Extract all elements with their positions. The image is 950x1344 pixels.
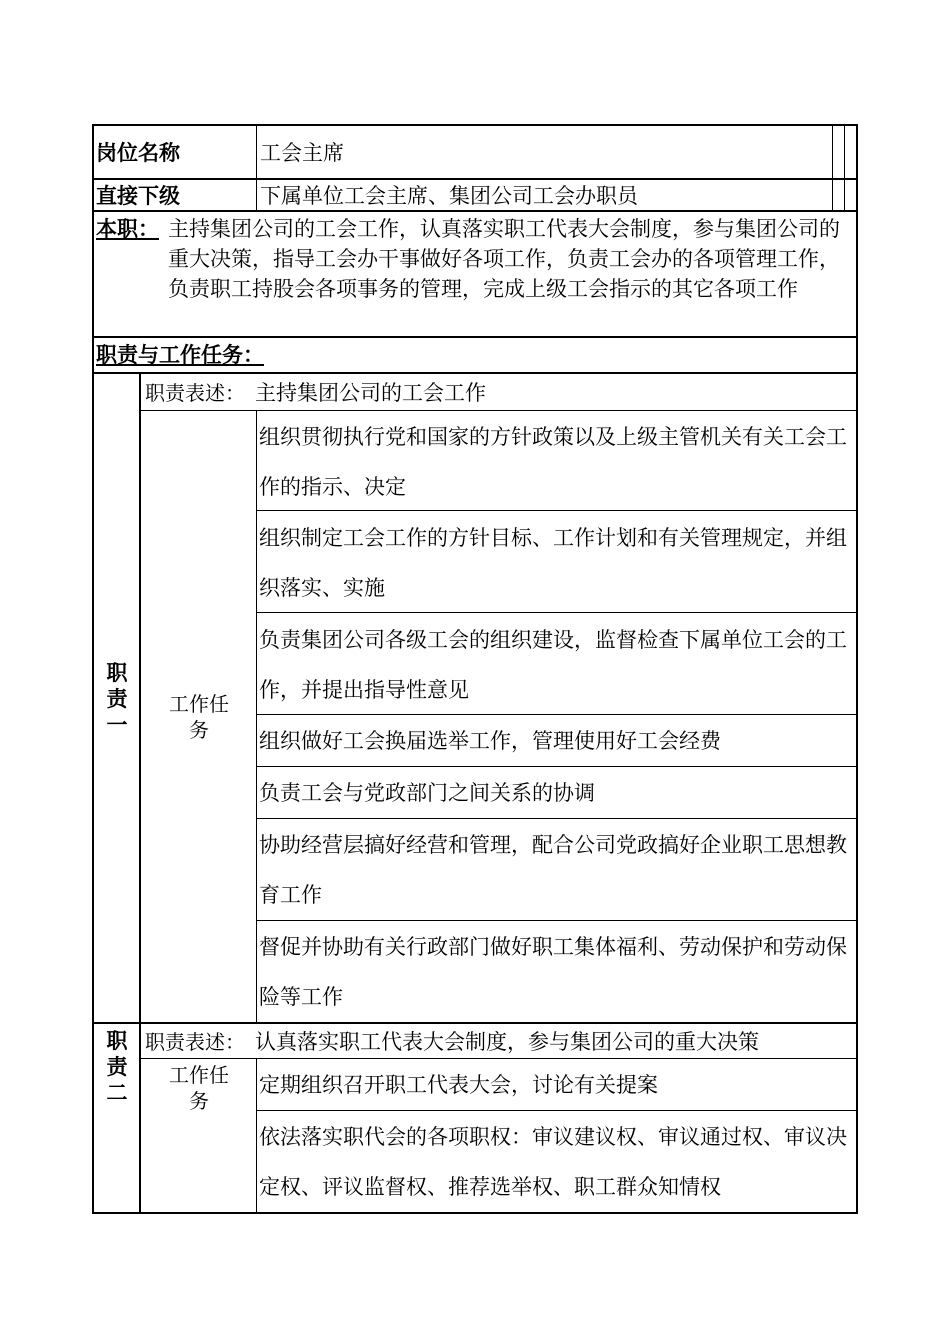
duty-2-desc-text: 认真落实职工代表大会制度，参与集团公司的重大决策	[255, 1030, 759, 1054]
duty-2-task-1: 定期组织召开职工代表大会，讨论有关提案	[259, 1073, 658, 1097]
duty-1-desc-label: 职责表述：	[145, 381, 245, 405]
duty-1-label: 职责一	[106, 661, 128, 737]
duty-1-task-4: 组织做好工会换届选举工作，管理使用好工会经费	[259, 729, 721, 753]
duty-1-task-1: 组织贯彻执行党和国家的方针政策以及上级主管机关有关工会工作的指示、决定	[259, 425, 847, 499]
duty-2-label: 职责二	[106, 1029, 128, 1105]
duty-2-task-2: 依法落实职代会的各项职权：审议建议权、审议通过权、审议决定权、评议监督权、推荐选举权、职工群众知情权	[259, 1125, 847, 1199]
duty-2-desc-label: 职责表述：	[145, 1030, 245, 1054]
main-duty-text: 主持集团公司的工会工作，认真落实职工代表大会制度，参与集团公司的重大决策，指导工会办干事做好各项工作，负责工会办的各项管理工作，负责职工持股会各项事务的管理，完成上级工会指示的其它各项工作	[168, 217, 840, 301]
duty-1-task-3: 负责集团公司各级工会的组织建设，监督检查下属单位工会的工作，并提出指导性意见	[259, 628, 847, 702]
main-duty-label: 本职：	[96, 217, 159, 241]
subordinate-value: 下属单位工会主席、集团公司工会办职员	[260, 184, 638, 208]
duty-1-task-2: 组织制定工会工作的方针目标、工作计划和有关管理规定，并组织落实、实施	[259, 526, 847, 600]
duty-1-task-6: 协助经营层搞好经营和管理，配合公司党政搞好企业职工思想教育工作	[259, 833, 847, 907]
duty-1-desc-text: 主持集团公司的工会工作	[255, 381, 486, 405]
duty-1-task-5: 负责工会与党政部门之间关系的协调	[259, 781, 595, 805]
duty-1-task-7: 督促并协助有关行政部门做好职工集体福利、劳动保护和劳动保险等工作	[259, 935, 847, 1009]
subordinate-label: 直接下级	[96, 184, 180, 208]
duty-2-task-label: 工作任务	[169, 1063, 229, 1113]
position-name-label: 岗位名称	[96, 141, 180, 165]
duties-heading: 职责与工作任务：	[96, 343, 264, 367]
position-name-value: 工会主席	[260, 141, 344, 165]
duty-1-task-label: 工作任务	[169, 692, 229, 742]
